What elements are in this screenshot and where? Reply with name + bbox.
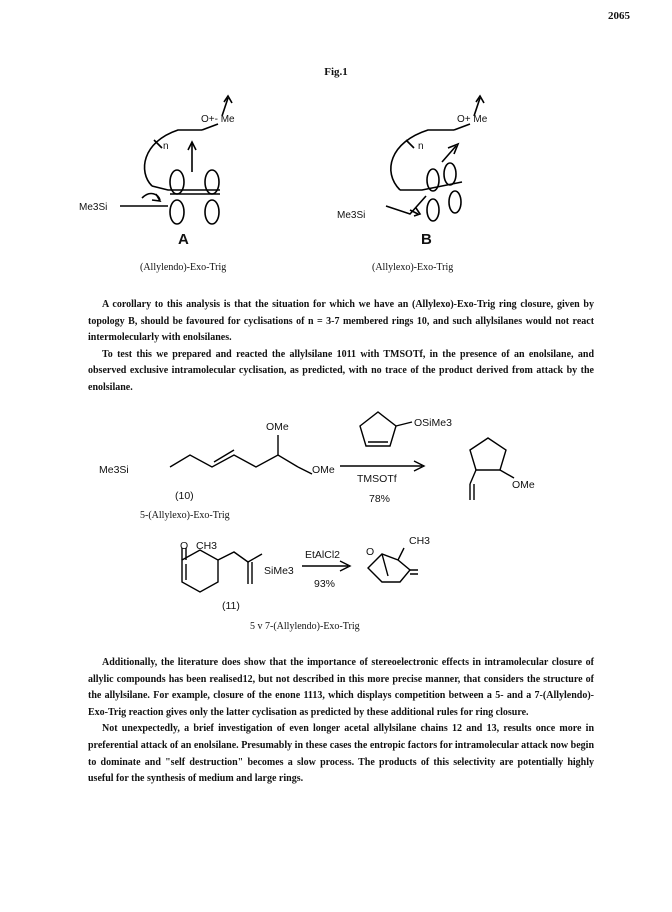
- p4-line-2: more in preferential attack of an enolsilane. Presumably in these cases the entropic factors for: [88, 723, 595, 751]
- compound-11-number: (11): [222, 600, 240, 612]
- panel-a-n-label: n: [163, 141, 169, 152]
- p1-line-3: would not react intermolecularly with enolsilanes.: [88, 315, 595, 344]
- p1-line-1: A corollary to this analysis is that the situation for which we have an (Allylexo)-Exo-Trig ring closure,: [102, 299, 554, 310]
- p4-line-4: this selectivity are potentially highly useful for the synthesis of medium and large rings.: [88, 756, 595, 785]
- paragraph-1: [88, 297, 594, 397]
- p2-line-3: attack by the enolsilane.: [88, 365, 594, 393]
- scheme-1-yield: 78%: [369, 493, 391, 505]
- sm2-silyl: SiMe3: [264, 565, 294, 577]
- panel-a-letter: A: [178, 231, 189, 248]
- sm2-ch3: CH3: [196, 540, 218, 552]
- scheme-2-yield: 93%: [314, 578, 336, 590]
- p2-line-2: and observed exclusive intramolecular cyclisation, as predicted, with no trace of the product derived from: [88, 348, 595, 377]
- compound-10-number: (10): [175, 490, 194, 502]
- p3-line-1: Additionally, the literature does show that the importance of stereoelectronic effects in intramolecular: [102, 657, 549, 668]
- scheme-2-caption: 5 v 7-(Allylendo)-Exo-Trig: [250, 621, 360, 632]
- p4-line-3: intramolecular attack now begin to dominate and "self destruction" becomes a slow process. The products of: [88, 739, 595, 768]
- panel-b-caption: (Allylexo)-Exo-Trig: [372, 262, 454, 273]
- p2-line-1: To test this we prepared and reacted the allylsilane 1011 with TMSOTf, in the presence of an enolsilane,: [102, 348, 574, 360]
- product2-o: O: [366, 546, 375, 558]
- panel-b-cation-label: O+ Me: [457, 114, 488, 125]
- sm2-o: O: [180, 540, 189, 552]
- p3-line-2: closure of allylic compounds has been realised12, but not described in this more precise manner, that: [88, 657, 594, 685]
- panel-a-cation-label: O+- Me: [201, 114, 235, 125]
- scheme-2-reagent: EtAlCl2: [305, 549, 341, 561]
- panel-b-silyl-label: Me3Si: [337, 210, 366, 221]
- compound-10-caption: 5-(Allylexo)-Exo-Trig: [140, 510, 230, 521]
- panel-b-n-label: n: [418, 141, 424, 152]
- panel-a-silyl-label: Me3Si: [79, 202, 108, 213]
- sm-silyl: Me3Si: [99, 464, 129, 476]
- enol-label: OSiMe3: [414, 417, 452, 429]
- product2-ch3: CH3: [409, 535, 431, 547]
- p1-line-2: given by topology B, should be favoured for cyclisations of n = 3-7 membered rings 10, and such allylsilanes: [88, 299, 594, 327]
- page-number: 2065: [608, 10, 630, 22]
- sm-ome-right: OMe: [312, 464, 335, 476]
- p3-line-3: considers the structure of the allylsilane. For example, closure of the enone 1113, which displays competition: [88, 673, 595, 702]
- p3-line-5: additional rules for ring closure.: [390, 706, 529, 718]
- product-ome: OMe: [512, 479, 535, 491]
- panel-a-caption: (Allylendo)-Exo-Trig: [140, 262, 227, 273]
- paragraph-3: [88, 655, 594, 788]
- panel-b-letter: B: [421, 231, 432, 248]
- sm-ome-top: OMe: [266, 421, 289, 433]
- p4-line-1: Not unexpectedly, a brief investigation of even longer acetal allylsilane chains 12 and 13, results once: [102, 723, 556, 735]
- scheme-1-reagent: TMSOTf: [357, 473, 397, 485]
- figure-title: Fig.1: [324, 66, 348, 78]
- p3-line-4: between a 5- and a 7-(Allylendo)-Exo-Trig reaction gives only the latter cyclisation as predicted by these: [88, 690, 595, 718]
